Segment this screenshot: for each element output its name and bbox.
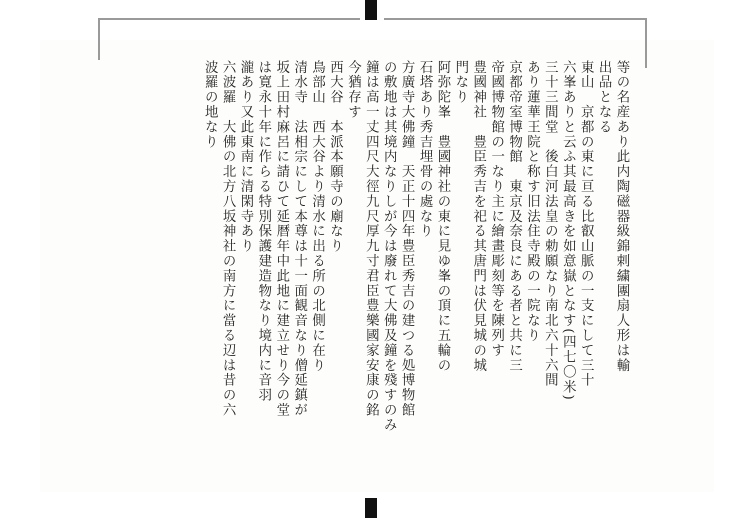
text-line: 方廣寺大佛鐘 天正十四年豊臣秀吉の建つる処博物館 [399, 60, 415, 418]
text-line: 波羅の地なり [202, 60, 218, 150]
text-line: 瀧あり又此東南に清閑寺あり [237, 60, 253, 254]
text-line: の敷地は其境内なりしが今は廢れて大佛及鐘を殘すのみ [381, 60, 397, 433]
text-line: あり蓮華王院と称す旧法住寺殿の一院なり [524, 60, 540, 344]
binding-clip-top [365, 0, 377, 20]
text-line: は寛永十年に作らる特別保護建造物なり境内に音羽 [255, 60, 271, 403]
text-line: 西大谷 本派本願寺の廟なり [327, 60, 343, 254]
text-line: 鳥部山 西大谷より清水に出る所の北側に在り [309, 60, 325, 373]
text-line: 京都帝室博物館 東京及奈良にある者と共に三 [506, 60, 522, 373]
text-line: 等の名産あり此内陶磁器級錦剌繍團扇人形は輸 [614, 60, 629, 373]
text-line: 坂上田村麻呂に請ひて延暦年中此地に建立せり今の堂 [273, 60, 289, 418]
text-line: 六峯ありと云ふ其最高きを如意嶽となす(四七〇米) [560, 60, 576, 402]
text-line: 帝國博物館の一なり主に繪畫彫刻等を陳列す [488, 60, 504, 358]
page-border-left [98, 18, 100, 60]
page-border-right [645, 18, 647, 68]
text-line: 今猶存す [345, 60, 361, 120]
binding-clip-bottom [365, 498, 377, 518]
text-line: 鐘は高一丈四尺大徑九尺厚九寸君臣豊樂國家安康の銘 [363, 60, 379, 418]
text-line: 豊國神社 豊臣秀吉を祀る其唐門は伏見城の城 [470, 60, 486, 373]
text-line: 三十三間堂 後白河法皇の勅願なり南北六十六間 [542, 60, 558, 388]
text-line: 六波羅 大佛の北方八坂神社の南方に當る辺は昔の六 [220, 60, 236, 418]
page-border-top-left [98, 18, 360, 20]
text-line: 東山 京都の東に亘る比叡山脈の一支にして三十 [578, 60, 594, 388]
text-line: 清水寺 法相宗にして本尊は十一面観音なり僧延鎮が [291, 60, 307, 418]
text-line: 石塔あり秀吉埋骨の處なり [417, 60, 433, 239]
text-line: 出品となる [596, 60, 612, 135]
text-line: 門なり [452, 60, 468, 105]
text-line: 阿弥陀峯 豊國神社の東に見ゆ峯の頂に五輪の [434, 60, 450, 373]
page-border-top-right [384, 18, 646, 20]
vertical-text-block [150, 60, 630, 460]
